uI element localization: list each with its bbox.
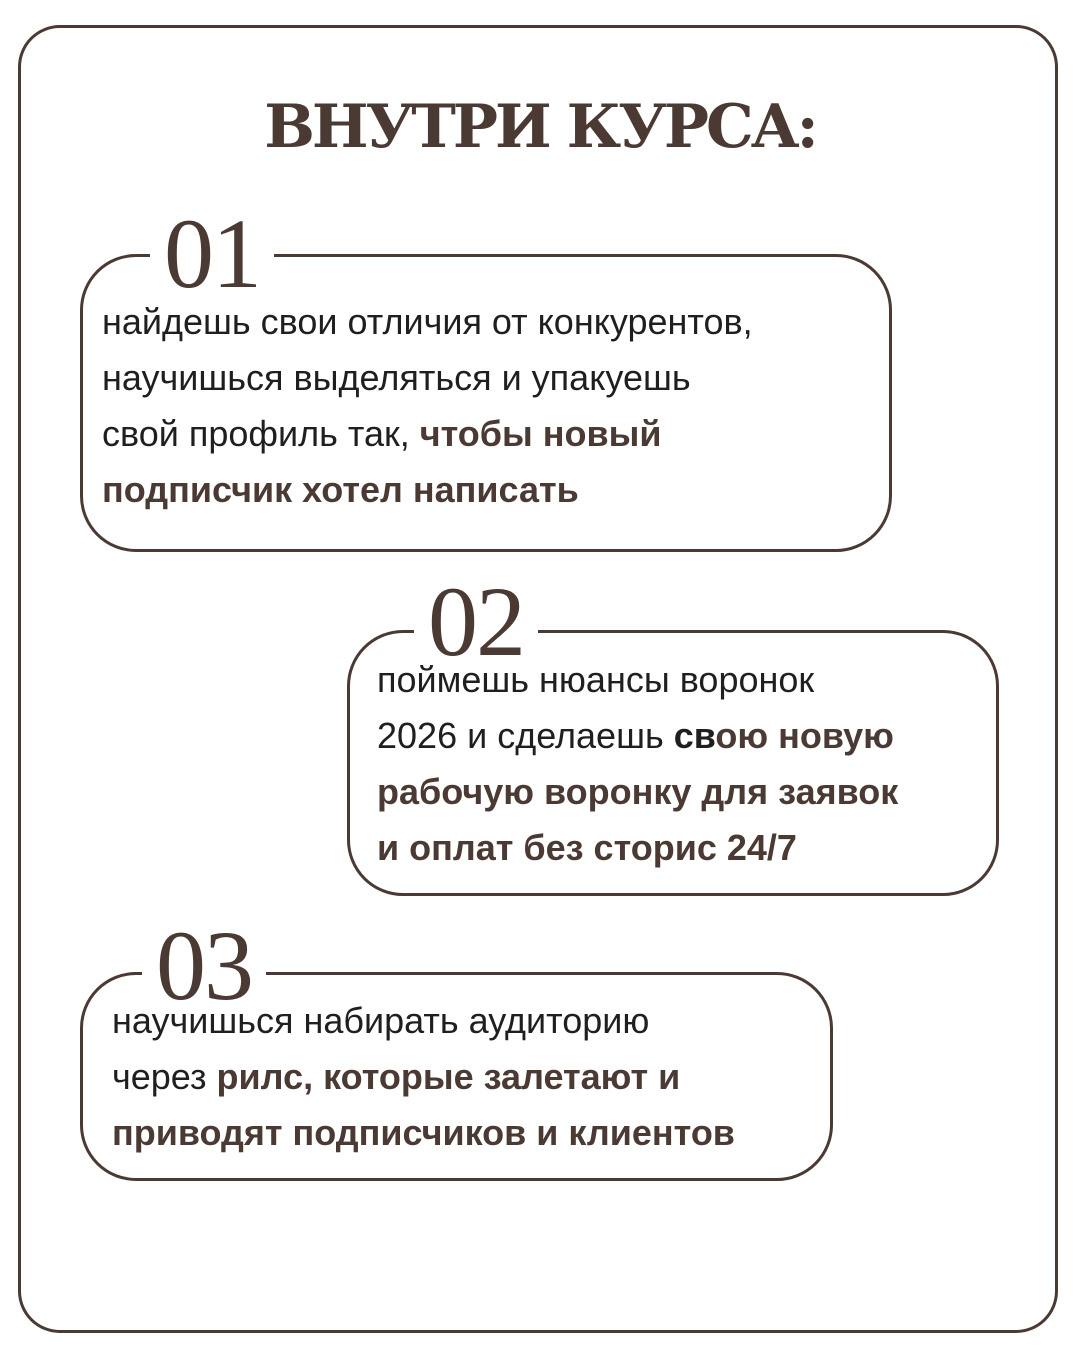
item-1-line-2: научишься выделяться и упакуешь [102,357,691,398]
item-3-line-2 [112,1049,735,1105]
item-2-line-2 [377,708,898,764]
item-2-line-2-plain: 2026 и сделаешь [377,715,674,756]
item-number-1: 01 [150,206,274,302]
item-2-line-4: и оплат без сторис 24/7 [377,827,797,868]
item-1-line-3-plain: свой профиль так, [102,413,420,454]
item-3-line-2-bold: рилс, которые залетают и [216,1056,681,1097]
item-2-line-2-bold-dark: св [673,715,716,756]
item-1-line-4: подписчик хотел написать [102,469,579,510]
item-1-line-1: найдешь свои отличия от конкурентов, [102,301,753,342]
item-text-2 [377,652,898,876]
item-3-line-1: научишься набирать аудиторию [112,1000,650,1041]
item-3-line-2-plain: через [112,1056,217,1097]
item-2-line-3: рабочую воронку для заявок [377,771,899,812]
item-1-line-3 [102,406,753,462]
item-text-3 [112,993,735,1161]
item-text-1 [102,294,753,518]
item-number-3: 03 [142,918,266,1014]
item-3-line-3: приводят подписчиков и клиентов [112,1112,735,1153]
item-1-line-3-bold: чтобы новый [419,413,662,454]
item-number-2: 02 [414,574,538,670]
item-2-line-1: поймешь нюансы воронок [377,659,815,700]
page-title: ВНУТРИ КУРСА: [264,92,816,162]
item-2-line-2-bold: ою новую [715,715,894,756]
